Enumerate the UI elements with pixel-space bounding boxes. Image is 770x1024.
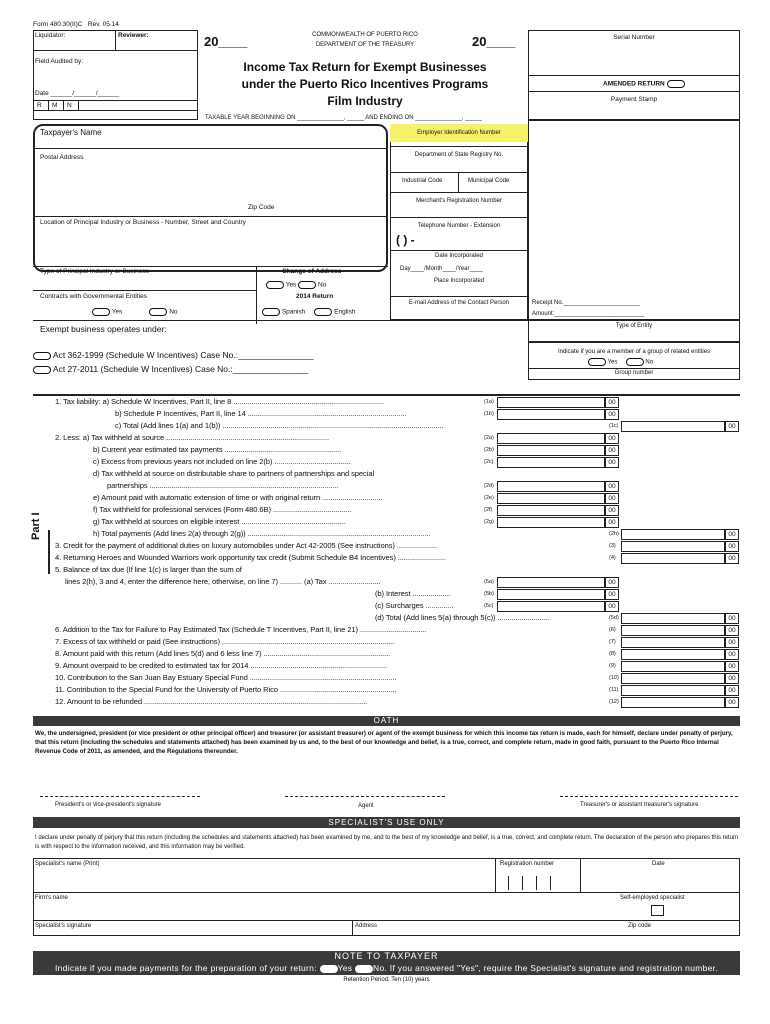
day-month-year[interactable]: Day____/Month____/Year____ [400,266,483,272]
line-ref: (7) [609,639,616,645]
line-label: b) Current year estimated tax payments .......................................................... [93,445,342,454]
cents-field: 00 [725,673,739,684]
date-incorporated-label: Date Incorporated [434,253,484,259]
line-ref: (2d) [484,483,494,489]
telephone-label[interactable]: Telephone Number - Extension [417,223,501,229]
line-label: 4. Returning Heroes and Wounded Warriors work opportunity tax credit (Submit Schedule B4 Incentives) ........................ [55,553,446,562]
title-line1: Income Tax Return for Exempt Businesses [243,60,487,74]
amount-field[interactable] [497,505,605,516]
cents-field: 00 [605,589,619,600]
line-ref: (5d) [609,615,619,621]
line-label: 6. Addition to the Tax for Failure to Pay Estimated Tax (Schedule T Incentives, Part II, line 21) ................................. [55,625,427,634]
agent-signature[interactable]: Agent [358,803,374,809]
amount-field[interactable] [621,541,725,552]
zip-code-label[interactable]: Zip Code [248,204,275,211]
line-ref: (2a) [484,435,494,441]
amount-field[interactable] [621,613,725,624]
amount-field[interactable] [621,661,725,672]
serial-number-label: Serial Number [613,34,655,41]
change-address-options[interactable]: Yes No [266,281,326,289]
line-label: (b) Interest ................... [375,589,451,598]
title-line3: Film Industry [327,94,403,108]
contracts-label: Contracts with Governmental Entities [40,293,147,300]
rmn-m: M [52,102,58,109]
line-ref: (2b) [484,447,494,453]
note-text[interactable]: Indicate if you made payments for the preparation of your return: Yes No. If you answered "Yes", require the Specialist's signature and registration number. [54,963,718,973]
right-blank-area [528,120,740,320]
line-ref: (5b) [484,591,494,597]
firm-name[interactable]: Firm's name [35,895,68,901]
oath-text: We, the undersigned, president (or vice president or other principal officer) and treasurer (or assistant treasurer) or agent of the exempt business for which this income tax return is made, each for himself, declare under penalty of perjury, that this return (including the schedules and statements attached) has been examined by us and, to the best of our knowledge and belief, is a true, correct, and complete return, made in good faith, pursuant to the Puerto Rico Internal Revenue Code of 2011, as amended, and the Regulations thereunder. [35,730,733,755]
cents-field: 00 [725,529,739,540]
cents-field: 00 [605,601,619,612]
amount-field[interactable] [497,445,605,456]
amount-received[interactable]: Amount:___________________________ [532,311,645,317]
line-ref: (8) [609,651,616,657]
line-label: 2. Less: a) Tax withheld at source ................................................................................. [55,433,329,442]
line-ref: (1c) [609,423,619,429]
self-employed-label: Self-employed specialist [620,895,685,901]
note-bar [33,951,740,975]
specialist-bar: SPECIALIST'S USE ONLY [33,817,740,828]
payment-stamp: Payment Stamp [610,96,658,103]
line-ref: (2f) [484,507,493,513]
line-ref: (3) [609,543,616,549]
line-label: h) Total payments (Add lines 2(a) through 2(g)) ........................................................................................... [93,529,431,538]
amount-field[interactable] [621,625,725,636]
line-ref: (1b) [484,411,494,417]
cents-field: 00 [725,553,739,564]
cents-field: 00 [725,613,739,624]
amount-field[interactable] [621,553,725,564]
specialist-address[interactable]: Address [355,923,378,929]
line-ref: (6) [609,627,616,633]
amount-field[interactable] [621,421,725,432]
cents-field: 00 [725,625,739,636]
field-audited-label: Field Audited by: [35,58,84,65]
taxpayer-name-label[interactable]: Taxpayer's Name [40,128,102,137]
group-options[interactable]: Yes No [588,358,653,366]
ein-label[interactable]: Employer Identification Number [390,124,528,142]
date-label[interactable]: Date ______/______/______ [35,90,120,97]
type-entity-label: Type of Entity [615,323,653,329]
agency-line2: DEPARTMENT OF THE TREASURY [315,42,415,48]
cents-field: 00 [605,505,619,516]
line-label: f) Tax withheld for professional services (Form 480.6B) ....................................... [93,505,352,514]
note-no-oval[interactable] [355,965,373,973]
line-ref: (1a) [484,399,494,405]
year-left[interactable]: 20____ [204,34,248,49]
cents-field: 00 [725,697,739,708]
line-label: c) Excess from previous years not included on line 2(b) ...................................... [93,457,351,466]
line-label: e) Amount paid with automatic extension of time or with original return .............................. [93,493,383,502]
taxpayer-rounded-box [33,124,388,272]
amount-field[interactable] [497,577,605,588]
cents-field: 00 [605,577,619,588]
line-ref: (10) [609,675,619,681]
exempt-operates-label: Exempt business operates under: [40,324,167,334]
line-label: lines 2(h), 3 and 4, enter the difference here, otherwise, on line 7) ........... (a) Tax .......................... [65,577,381,586]
line-ref: (4) [609,555,616,561]
place-incorporated-label[interactable]: Place Incorporated [433,278,485,284]
cents-field: 00 [725,649,739,660]
group-member-label: Indicate if you are a member of a group of related entities [557,349,711,355]
line-label: (d) Total (Add lines 5(a) through 5(c)) .......................... [375,613,550,622]
line-ref: (12) [609,699,619,705]
note-title: NOTE TO TAXPAYER [334,951,439,961]
act-27[interactable]: Act 27-2011 (Schedule W Incentives) Case No.:________________ [33,364,308,374]
line-label: 1. Tax liability: a) Schedule W Incentives, Part II, line 8 ........................................................................... [55,397,385,406]
merchant-label[interactable]: Merchant's Registration Number [416,198,502,204]
line-ref: (5c) [484,603,494,609]
line-label: 5. Balance of tax due (If line 1(c) is larger than the sum of [55,565,242,574]
line-ref: (5a) [484,579,494,585]
cents-field: 00 [725,661,739,672]
liquidator-label: Liquidator: [35,32,66,39]
group-number-label[interactable]: Group number [614,370,654,376]
self-employed-checkbox[interactable] [651,905,664,916]
amount-field[interactable] [621,637,725,648]
line-label: (c) Surcharges .............. [375,601,454,610]
president-signature[interactable]: President's or vice-president's signature [55,802,162,808]
amount-field[interactable] [497,493,605,504]
amount-field[interactable] [497,517,605,528]
specialist-declaration: I declare under penalty of perjury that this return (including the schedules and statements attached) has been examined by me, and to the best of my knowledge and belief, is a true, correct, and complete return. The declaration of the person who prepares this return is with respect to the information received, and this information may be verified. [35,835,739,850]
line-label: 9. Amount overpaid to be credited to estimated tax for 2014 .................................................................... [55,661,388,670]
amount-field[interactable] [497,601,605,612]
amended-oval[interactable] [667,80,685,88]
cents-field: 00 [725,421,739,432]
cents-field: 00 [605,457,619,468]
specialist-name[interactable]: Specialist's name (Print) [35,861,100,867]
location-label[interactable]: Location of Principal Industry or Business - Number, Street and Country [40,219,246,226]
municipal-code-label[interactable]: Municipal Code [468,178,510,184]
line-label: 10. Contribution to the San Juan Bay Estuary Special Fund ......................................................................... [55,673,397,682]
return-2014-label: 2014 Return [296,293,334,300]
cents-field: 00 [605,409,619,420]
amount-field[interactable] [497,397,605,408]
amount-field[interactable] [497,409,605,420]
amount-field[interactable] [621,529,725,540]
specialist-date[interactable]: Date [652,861,665,867]
cents-field: 00 [605,445,619,456]
amount-field[interactable] [621,685,725,696]
line-ref: (2e) [484,495,494,501]
email-label[interactable]: E-mail Address of the Contact Person [408,300,510,306]
change-address-label: Change of Address [282,268,342,275]
specialist-signature[interactable]: Specialist's signature [35,923,92,929]
cents-field: 00 [725,541,739,552]
cents-field: 00 [725,685,739,696]
form-id: Form 480.30(II)C Rev. 05.14 [33,21,119,28]
industrial-code-label[interactable]: Industrial Code [402,178,443,184]
cents-field: 00 [725,637,739,648]
oath-bar: OATH [33,716,740,726]
line-ref: (11) [609,687,619,693]
part-label: Part I [30,512,42,540]
amount-field[interactable] [497,457,605,468]
line-label: b) Schedule P Incentives, Part II, line 14 ............................................................................... [115,409,407,418]
dept-state-label[interactable]: Department of State Registry No. [414,152,504,158]
cents-field: 00 [605,481,619,492]
amount-field[interactable] [621,673,725,684]
line-label: c) Total (Add lines 1(a) and 1(b)) .............................................................................................................. [115,421,444,430]
cents-field: 00 [605,433,619,444]
note-yes-oval[interactable] [320,965,338,973]
principal-type-label[interactable]: Type of Principal Industry or Business [40,268,149,275]
act-362[interactable]: Act 362-1999 (Schedule W Incentives) Case No.:________________ [33,350,314,360]
phone-parens[interactable]: ( ) - [396,233,415,247]
line-label: 8. Amount paid with this return (Add lines 5(d) and 6 less line 7) ............................................................... [55,649,391,658]
treasurer-signature[interactable]: Treasurer's or assistant treasurer's signature [580,802,699,808]
amount-field[interactable] [497,433,605,444]
line-label: 11. Contribution to the Special Fund for the University of Puerto Rico .......................................................... [55,685,397,694]
contracts-options[interactable]: Yes No [92,308,178,316]
registration-number[interactable]: Registration number [500,861,555,867]
taxable-year[interactable]: TAXABLE YEAR BEGINNING ON ______________, _____ AND ENDING ON ______________, _____ [205,115,482,121]
cents-field: 00 [605,397,619,408]
line-ref: (2g) [484,519,494,525]
line-label: 7. Excess of tax withheld or paid (See instructions) ...................................................................................... [55,637,395,646]
line-ref: (9) [609,663,616,669]
amount-field[interactable] [497,481,605,492]
line-label: d) Tax withheld at source on distributable share to partners of partnerships and special [93,469,375,478]
line-label: 3. Credit for the payment of additional duties on luxury automobiles under Act 42-2005 (See instructions) .................... [55,541,438,550]
title-line2: under the Puerto Rico Incentives Programs [241,77,489,91]
line-ref: (2h) [609,531,619,537]
amount-field[interactable] [497,589,605,600]
amended-return[interactable]: AMENDED RETURN [603,80,685,88]
amount-field[interactable] [621,649,725,660]
line-label: g) Tax withheld at sources on eligible interest .................................................... [93,517,346,526]
rmn-n: N [67,102,72,109]
cents-field: 00 [605,493,619,504]
agency-line1: COMMONWEALTH OF PUERTO RICO [312,32,418,38]
amount-field[interactable] [621,697,725,708]
line-ref: (2c) [484,459,494,465]
cents-field: 00 [605,517,619,528]
line-label: partnerships .............................................................................................. [107,481,339,490]
line-label: 12. Amount to be refunded ............................................................................................................... [55,697,368,706]
specialist-zip[interactable]: Zip code [628,923,652,929]
reviewer-label: Reviewer: [118,32,149,39]
retention-period: Retention Period: Ten (10) years [343,977,430,983]
language-options[interactable]: Spanish English [262,308,355,316]
receipt-no[interactable]: Receipt No._______________________ [532,300,641,306]
year-right[interactable]: 20____ [472,34,516,49]
rmn-r: R [37,102,42,109]
postal-address-label[interactable]: Postal Address [40,154,84,161]
